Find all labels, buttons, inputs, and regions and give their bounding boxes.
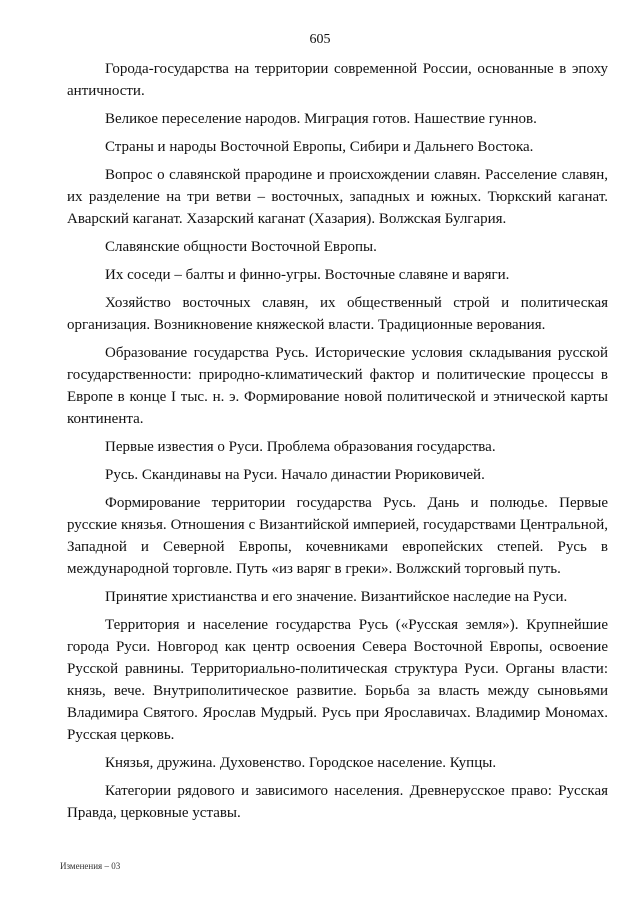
paragraph: Формирование территории государства Русь. Дань и полюдье. Первые русские князья. Отношения с Византийской империей, государствами Центральной, Западной и Северной Европы, кочевниками европейских степей. Русь в международной торговле. Путь «из варяг в греки». Волжский торговый путь. bbox=[67, 495, 608, 577]
paragraph: Города-государства на территории современной России, основанные в эпоху античности. bbox=[67, 61, 608, 99]
paragraph: Территория и население государства Русь («Русская земля»). Крупнейшие города Руси. Новгород как центр освоения Севера Восточной Европы, освоение Русской равнины. Территориально-политическая структура Руси. Органы власти: князь, вече. Внутриполитическое развитие. Борьба за власть между сыновьями Владимира Святого. Ярослав Мудрый. Русь при Ярославичах. Владимир Мономах. Русская церковь. bbox=[67, 617, 608, 743]
document-body bbox=[67, 58, 608, 830]
paragraph: Образование государства Русь. Исторические условия складывания русской государственности: природно-климатический фактор и политические процессы в Европе в конце I тыс. н. э. Формирование новой политической и этнической карты континента. bbox=[67, 345, 608, 427]
paragraph: Русь. Скандинавы на Руси. Начало династии Рюриковичей. bbox=[105, 467, 485, 483]
paragraph: Страны и народы Восточной Европы, Сибири и Дальнего Востока. bbox=[105, 139, 534, 155]
paragraph: Принятие христианства и его значение. Византийское наследие на Руси. bbox=[105, 589, 568, 605]
page-number: 605 bbox=[309, 32, 331, 47]
paragraph: Князья, дружина. Духовенство. Городское население. Купцы. bbox=[105, 755, 497, 771]
paragraph: Первые известия о Руси. Проблема образования государства. bbox=[105, 439, 496, 455]
paragraph: Великое переселение народов. Миграция готов. Нашествие гуннов. bbox=[105, 111, 537, 127]
paragraph: Их соседи – балты и финно-угры. Восточные славяне и варяги. bbox=[105, 267, 510, 283]
paragraph: Славянские общности Восточной Европы. bbox=[105, 239, 377, 255]
paragraph: Хозяйство восточных славян, их общественный строй и политическая организация. Возникновение княжеской власти. Традиционные верования. bbox=[67, 295, 608, 333]
paragraph: Категории рядового и зависимого населения. Древнерусское право: Русская Правда, церковные уставы. bbox=[67, 783, 608, 821]
paragraph: Вопрос о славянской прародине и происхождении славян. Расселение славян, их разделение на три ветви – восточных, западных и южных. Тюркский каганат. Аварский каганат. Хазарский каганат (Хазария). Волжская Булгария. bbox=[67, 167, 608, 227]
footer-revision: Изменения – 03 bbox=[60, 861, 121, 871]
